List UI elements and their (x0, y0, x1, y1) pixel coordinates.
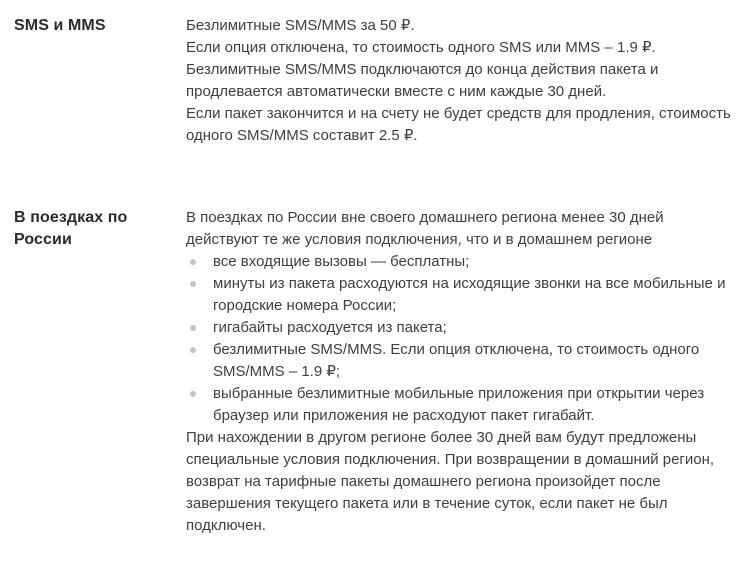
bullet-dot-icon (190, 347, 196, 353)
text-line: В поездках по России вне своего домашнего региона менее 30 дней действуют те же условия подключения, что и в домашнем регионе (186, 209, 664, 248)
bullet-list-item (186, 273, 738, 317)
bullet-item-text: выбранные безлимитные мобильные приложения при открытии через браузер или приложения не расходуют пакет гигабайт. (213, 385, 705, 424)
section-content (186, 15, 738, 147)
text-line: Если пакет закончится и на счету не будет средств для продления, стоимость одного SMS/MMS составит 2.5 ₽. (186, 105, 731, 144)
bullet-list (186, 251, 738, 427)
text-line: Безлимитные SMS/MMS за 50 ₽. (186, 17, 415, 34)
bullet-list-item (186, 251, 738, 273)
tariff-section-row (14, 15, 741, 147)
tariff-section-row (14, 207, 741, 537)
bullet-item-text: безлимитные SMS/MMS. Если опция отключена, то стоимость одного SMS/MMS – 1.9 ₽; (213, 341, 700, 380)
bullet-item-text: все входящие вызовы — бесплатны; (213, 253, 470, 270)
text-line: Если опция отключена, то стоимость одного SMS или MMS – 1.9 ₽. (186, 39, 656, 56)
text-line: Безлимитные SMS/MMS подключаются до конца действия пакета и продлевается автоматически вместе с ним каждые 30 дней. (186, 61, 659, 100)
text-line: При нахождении в другом регионе более 30 дней вам будут предложены специальные условия подключения. При возвращении в домашний регион, возврат на тарифные пакеты домашнего региона произойдет после завершения текущего пакета или в течение суток, если пакет не был подключен. (186, 429, 715, 534)
section-label: SMS и MMS (14, 17, 106, 34)
section-content (186, 207, 738, 537)
bullet-dot-icon (190, 391, 196, 397)
bullet-item-text: гигабайты расходуется из пакета; (213, 319, 447, 336)
bullet-list-item (186, 383, 738, 427)
paragraph (186, 15, 738, 59)
bullet-dot-icon (190, 281, 196, 287)
bullet-list-item (186, 317, 738, 339)
section-label: В поездках по России (14, 209, 128, 248)
paragraph (186, 59, 738, 147)
bullet-dot-icon (190, 259, 196, 265)
bullet-list-item (186, 339, 738, 383)
paragraph (186, 427, 738, 537)
bullet-item-text: минуты из пакета расходуются на исходящие звонки на все мобильные и городские номера России; (213, 275, 726, 314)
paragraph (186, 207, 738, 251)
bullet-dot-icon (190, 325, 196, 331)
